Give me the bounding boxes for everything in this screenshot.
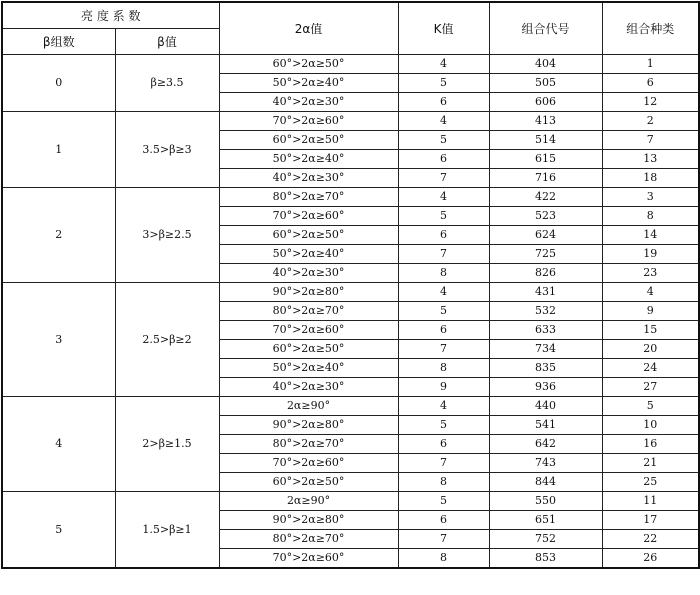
two-alpha-cell: 90°>2α≥80° <box>219 283 398 302</box>
combo-kind-cell: 26 <box>602 549 699 569</box>
beta-group-cell: 3 <box>2 283 115 397</box>
combo-code-cell: 440 <box>489 397 602 416</box>
combo-kind-cell: 4 <box>602 283 699 302</box>
combo-kind-cell: 13 <box>602 150 699 169</box>
table-row <box>2 112 699 131</box>
k-value-cell: 6 <box>398 321 489 340</box>
combo-kind-cell: 6 <box>602 74 699 93</box>
two-alpha-cell: 40°>2α≥30° <box>219 378 398 397</box>
table-row <box>2 397 699 416</box>
combo-code-cell: 413 <box>489 112 602 131</box>
combo-code-cell: 422 <box>489 188 602 207</box>
combo-code-cell: 725 <box>489 245 602 264</box>
combo-code-cell: 651 <box>489 511 602 530</box>
k-value-cell: 6 <box>398 226 489 245</box>
beta-group-cell: 0 <box>2 55 115 112</box>
k-value-cell: 5 <box>398 492 489 511</box>
two-alpha-cell: 70°>2α≥60° <box>219 454 398 473</box>
two-alpha-cell: 60°>2α≥50° <box>219 473 398 492</box>
two-alpha-header: 2α值 <box>219 2 398 55</box>
combo-code-cell: 853 <box>489 549 602 569</box>
combo-code-cell: 835 <box>489 359 602 378</box>
beta-group-cell: 4 <box>2 397 115 492</box>
combo-kind-cell: 8 <box>602 207 699 226</box>
k-value-cell: 4 <box>398 188 489 207</box>
k-value-cell: 8 <box>398 549 489 569</box>
combo-kind-cell: 27 <box>602 378 699 397</box>
combo-kind-cell: 9 <box>602 302 699 321</box>
combo-code-cell: 606 <box>489 93 602 112</box>
beta-value-cell: 2>β≥1.5 <box>115 397 219 492</box>
combo-code-cell: 431 <box>489 283 602 302</box>
k-value-cell: 5 <box>398 302 489 321</box>
k-value-cell: 7 <box>398 245 489 264</box>
k-value-cell: 4 <box>398 283 489 302</box>
beta-value-header: β值 <box>115 29 219 55</box>
beta-group-cell: 2 <box>2 188 115 283</box>
combo-kind-cell: 5 <box>602 397 699 416</box>
combo-kind-cell: 20 <box>602 340 699 359</box>
combo-kind-cell: 22 <box>602 530 699 549</box>
table-row <box>2 188 699 207</box>
combo-code-cell: 642 <box>489 435 602 454</box>
k-value-cell: 7 <box>398 169 489 188</box>
k-value-cell: 4 <box>398 55 489 74</box>
k-value-cell: 5 <box>398 131 489 150</box>
two-alpha-cell: 70°>2α≥60° <box>219 549 398 569</box>
beta-group-header: β组数 <box>2 29 115 55</box>
combo-kind-cell: 18 <box>602 169 699 188</box>
k-value-cell: 6 <box>398 435 489 454</box>
combo-kind-cell: 7 <box>602 131 699 150</box>
two-alpha-cell: 80°>2α≥70° <box>219 302 398 321</box>
combo-code-cell: 624 <box>489 226 602 245</box>
combo-kind-cell: 17 <box>602 511 699 530</box>
k-value-cell: 7 <box>398 530 489 549</box>
combo-code-cell: 743 <box>489 454 602 473</box>
two-alpha-cell: 50°>2α≥40° <box>219 245 398 264</box>
two-alpha-cell: 60°>2α≥50° <box>219 226 398 245</box>
two-alpha-cell: 40°>2α≥30° <box>219 93 398 112</box>
combo-kind-cell: 15 <box>602 321 699 340</box>
brightness-combination-table <box>1 1 700 569</box>
combo-kind-cell: 25 <box>602 473 699 492</box>
two-alpha-cell: 40°>2α≥30° <box>219 169 398 188</box>
two-alpha-cell: 40°>2α≥30° <box>219 264 398 283</box>
combo-kind-cell: 3 <box>602 188 699 207</box>
k-value-cell: 6 <box>398 150 489 169</box>
beta-group-cell: 1 <box>2 112 115 188</box>
combo-code-cell: 826 <box>489 264 602 283</box>
k-value-cell: 5 <box>398 207 489 226</box>
table-row <box>2 492 699 511</box>
combo-kind-cell: 16 <box>602 435 699 454</box>
combo-code-cell: 404 <box>489 55 602 74</box>
combo-code-cell: 734 <box>489 340 602 359</box>
k-value-cell: 7 <box>398 340 489 359</box>
two-alpha-cell: 50°>2α≥40° <box>219 74 398 93</box>
k-value-cell: 8 <box>398 264 489 283</box>
k-value-cell: 6 <box>398 511 489 530</box>
combo-code-cell: 844 <box>489 473 602 492</box>
k-value-cell: 5 <box>398 74 489 93</box>
two-alpha-cell: 50°>2α≥40° <box>219 150 398 169</box>
combo-kind-cell: 24 <box>602 359 699 378</box>
two-alpha-cell: 70°>2α≥60° <box>219 112 398 131</box>
combo-code-cell: 541 <box>489 416 602 435</box>
combo-kind-cell: 14 <box>602 226 699 245</box>
two-alpha-cell: 80°>2α≥70° <box>219 435 398 454</box>
combo-code-header: 组合代号 <box>489 2 602 55</box>
combo-kind-header: 组合种类 <box>602 2 699 55</box>
combo-code-cell: 523 <box>489 207 602 226</box>
two-alpha-cell: 90°>2α≥80° <box>219 416 398 435</box>
combo-code-cell: 550 <box>489 492 602 511</box>
k-value-cell: 4 <box>398 112 489 131</box>
two-alpha-cell: 2α≥90° <box>219 397 398 416</box>
k-value-cell: 8 <box>398 473 489 492</box>
beta-value-cell: β≥3.5 <box>115 55 219 112</box>
k-value-cell: 9 <box>398 378 489 397</box>
table-row <box>2 283 699 302</box>
beta-group-cell: 5 <box>2 492 115 569</box>
combo-code-cell: 716 <box>489 169 602 188</box>
combo-code-cell: 752 <box>489 530 602 549</box>
two-alpha-cell: 80°>2α≥70° <box>219 188 398 207</box>
beta-value-cell: 1.5>β≥1 <box>115 492 219 569</box>
combo-kind-cell: 11 <box>602 492 699 511</box>
two-alpha-cell: 2α≥90° <box>219 492 398 511</box>
combo-code-cell: 936 <box>489 378 602 397</box>
combo-code-cell: 633 <box>489 321 602 340</box>
combo-kind-cell: 12 <box>602 93 699 112</box>
two-alpha-cell: 70°>2α≥60° <box>219 207 398 226</box>
beta-value-cell: 3>β≥2.5 <box>115 188 219 283</box>
two-alpha-cell: 70°>2α≥60° <box>219 321 398 340</box>
combo-kind-cell: 21 <box>602 454 699 473</box>
k-value-cell: 4 <box>398 397 489 416</box>
combo-code-cell: 514 <box>489 131 602 150</box>
brightness-coefficient-header: 亮 度 系 数 <box>2 2 219 29</box>
k-value-cell: 8 <box>398 359 489 378</box>
two-alpha-cell: 90°>2α≥80° <box>219 511 398 530</box>
two-alpha-cell: 60°>2α≥50° <box>219 55 398 74</box>
k-value-cell: 5 <box>398 416 489 435</box>
combo-kind-cell: 2 <box>602 112 699 131</box>
two-alpha-cell: 60°>2α≥50° <box>219 131 398 150</box>
combo-kind-cell: 10 <box>602 416 699 435</box>
table-body <box>2 55 699 569</box>
beta-value-cell: 3.5>β≥3 <box>115 112 219 188</box>
combo-code-cell: 532 <box>489 302 602 321</box>
table-header <box>2 2 699 55</box>
combo-kind-cell: 1 <box>602 55 699 74</box>
k-value-cell: 6 <box>398 93 489 112</box>
table-row <box>2 55 699 74</box>
combo-kind-cell: 19 <box>602 245 699 264</box>
beta-value-cell: 2.5>β≥2 <box>115 283 219 397</box>
combo-code-cell: 505 <box>489 74 602 93</box>
two-alpha-cell: 50°>2α≥40° <box>219 359 398 378</box>
k-value-header: K值 <box>398 2 489 55</box>
combo-code-cell: 615 <box>489 150 602 169</box>
two-alpha-cell: 60°>2α≥50° <box>219 340 398 359</box>
two-alpha-cell: 80°>2α≥70° <box>219 530 398 549</box>
k-value-cell: 7 <box>398 454 489 473</box>
combo-kind-cell: 23 <box>602 264 699 283</box>
